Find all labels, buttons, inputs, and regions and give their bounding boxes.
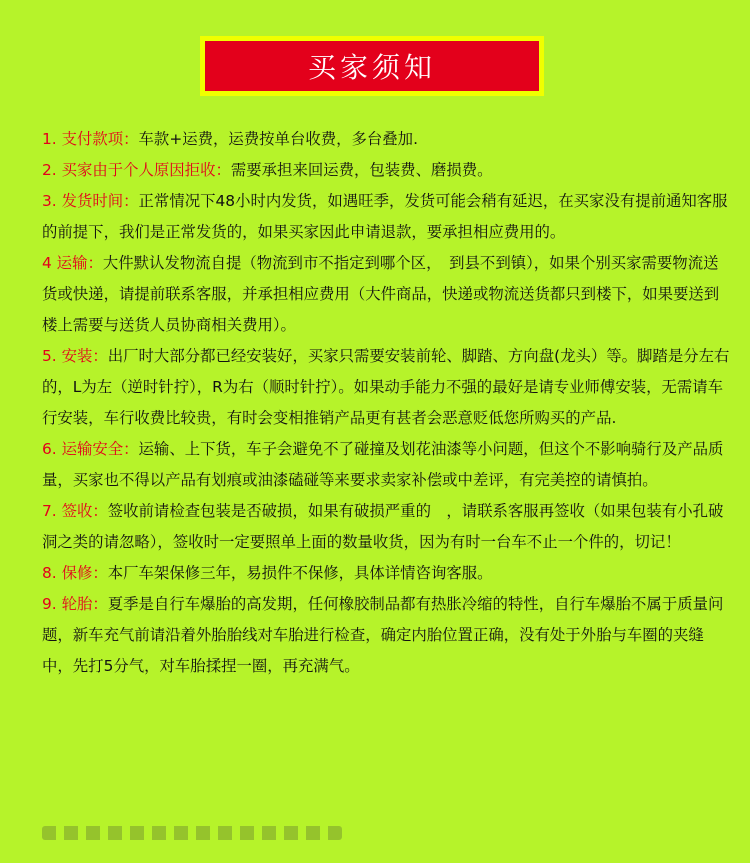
notice-text: 夏季是自行车爆胎的高发期，任何橡胶制品都有热胀冷缩的特性，自行车爆胎不属于质量问题，新车充气前请沿着外胎胎线对车胎进行检查，确定内胎位置正确，没有处于外胎与车圈的夹缝中，先打5分气，对车胎揉捏一圈，再充满气。	[42, 595, 724, 675]
cropped-text-fragment	[42, 826, 342, 840]
notice-text: 车款+运费，运费按单台收费，多台叠加.	[138, 130, 418, 148]
notice-item-tires	[42, 589, 732, 682]
notice-item-transport-safety	[42, 434, 732, 496]
notice-text: 大件默认发物流自提（物流到市不指定到哪个区， 到县不到镇），如果个别买家需要物流送货或快递，请提前联系客服，并承担相应费用（大件商品，快递或物流送货都只到楼下，如果要送到楼上需要与送货人员协商相关费用）。	[42, 254, 720, 334]
title-banner	[200, 36, 544, 96]
notice-text: 本厂车架保修三年，易损件不保修，具体详情咨询客服。	[107, 564, 493, 582]
notice-item-refusal	[42, 155, 732, 186]
notice-text: 需要承担来回运费，包装费、磨损费。	[230, 161, 493, 179]
notice-label: 7. 签收：	[42, 502, 108, 520]
page-title: 买家须知	[307, 51, 436, 84]
title-banner-inner	[205, 41, 539, 91]
notice-label: 3. 发货时间：	[42, 192, 139, 210]
notice-list	[42, 124, 732, 682]
notice-label: 8. 保修：	[42, 564, 108, 582]
notice-item-shipping-time	[42, 186, 732, 248]
notice-label: 9. 轮胎：	[42, 595, 108, 613]
notice-label: 5. 安装：	[42, 347, 108, 365]
notice-text: 出厂时大部分都已经安装好，买家只需要安装前轮、脚踏、方向盘(龙头）等。脚踏是分左右的，L为左（逆时针拧），R为右（顺时针拧）。如果动手能力不强的最好是请专业师傅安装，无需请车行安装，车行收费比较贵，有时会变相推销产品更有甚者会恶意贬低您所购买的产品.	[42, 347, 730, 427]
notice-item-transport	[42, 248, 732, 341]
notice-label: 2. 买家由于个人原因拒收：	[42, 161, 231, 179]
notice-text: 运输、上下货，车子会避免不了碰撞及划花油漆等小问题，但这个不影响骑行及产品质量，买家也不得以产品有划痕或油漆磕碰等来要求卖家补偿或中差评，有完美控的请慎拍。	[42, 440, 724, 489]
notice-label: 1. 支付款项：	[42, 130, 139, 148]
notice-label: 6. 运输安全：	[42, 440, 139, 458]
notice-item-installation	[42, 341, 732, 434]
notice-text: 签收前请检查包装是否破损，如果有破损严重的 ，请联系客服再签收（如果包装有小孔破洞之类的请忽略），签收时一定要照单上面的数量收货，因为有时一台车不止一个件的，切记！	[42, 502, 724, 551]
notice-item-warranty	[42, 558, 732, 589]
notice-item-sign-for	[42, 496, 732, 558]
notice-item-payment	[42, 124, 732, 155]
notice-label: 4 运输：	[42, 254, 103, 272]
notice-text: 正常情况下48小时内发货，如遇旺季，发货可能会稍有延迟，在买家没有提前通知客服的前提下，我们是正常发货的，如果买家因此申请退款，要承担相应费用的。	[42, 192, 728, 241]
